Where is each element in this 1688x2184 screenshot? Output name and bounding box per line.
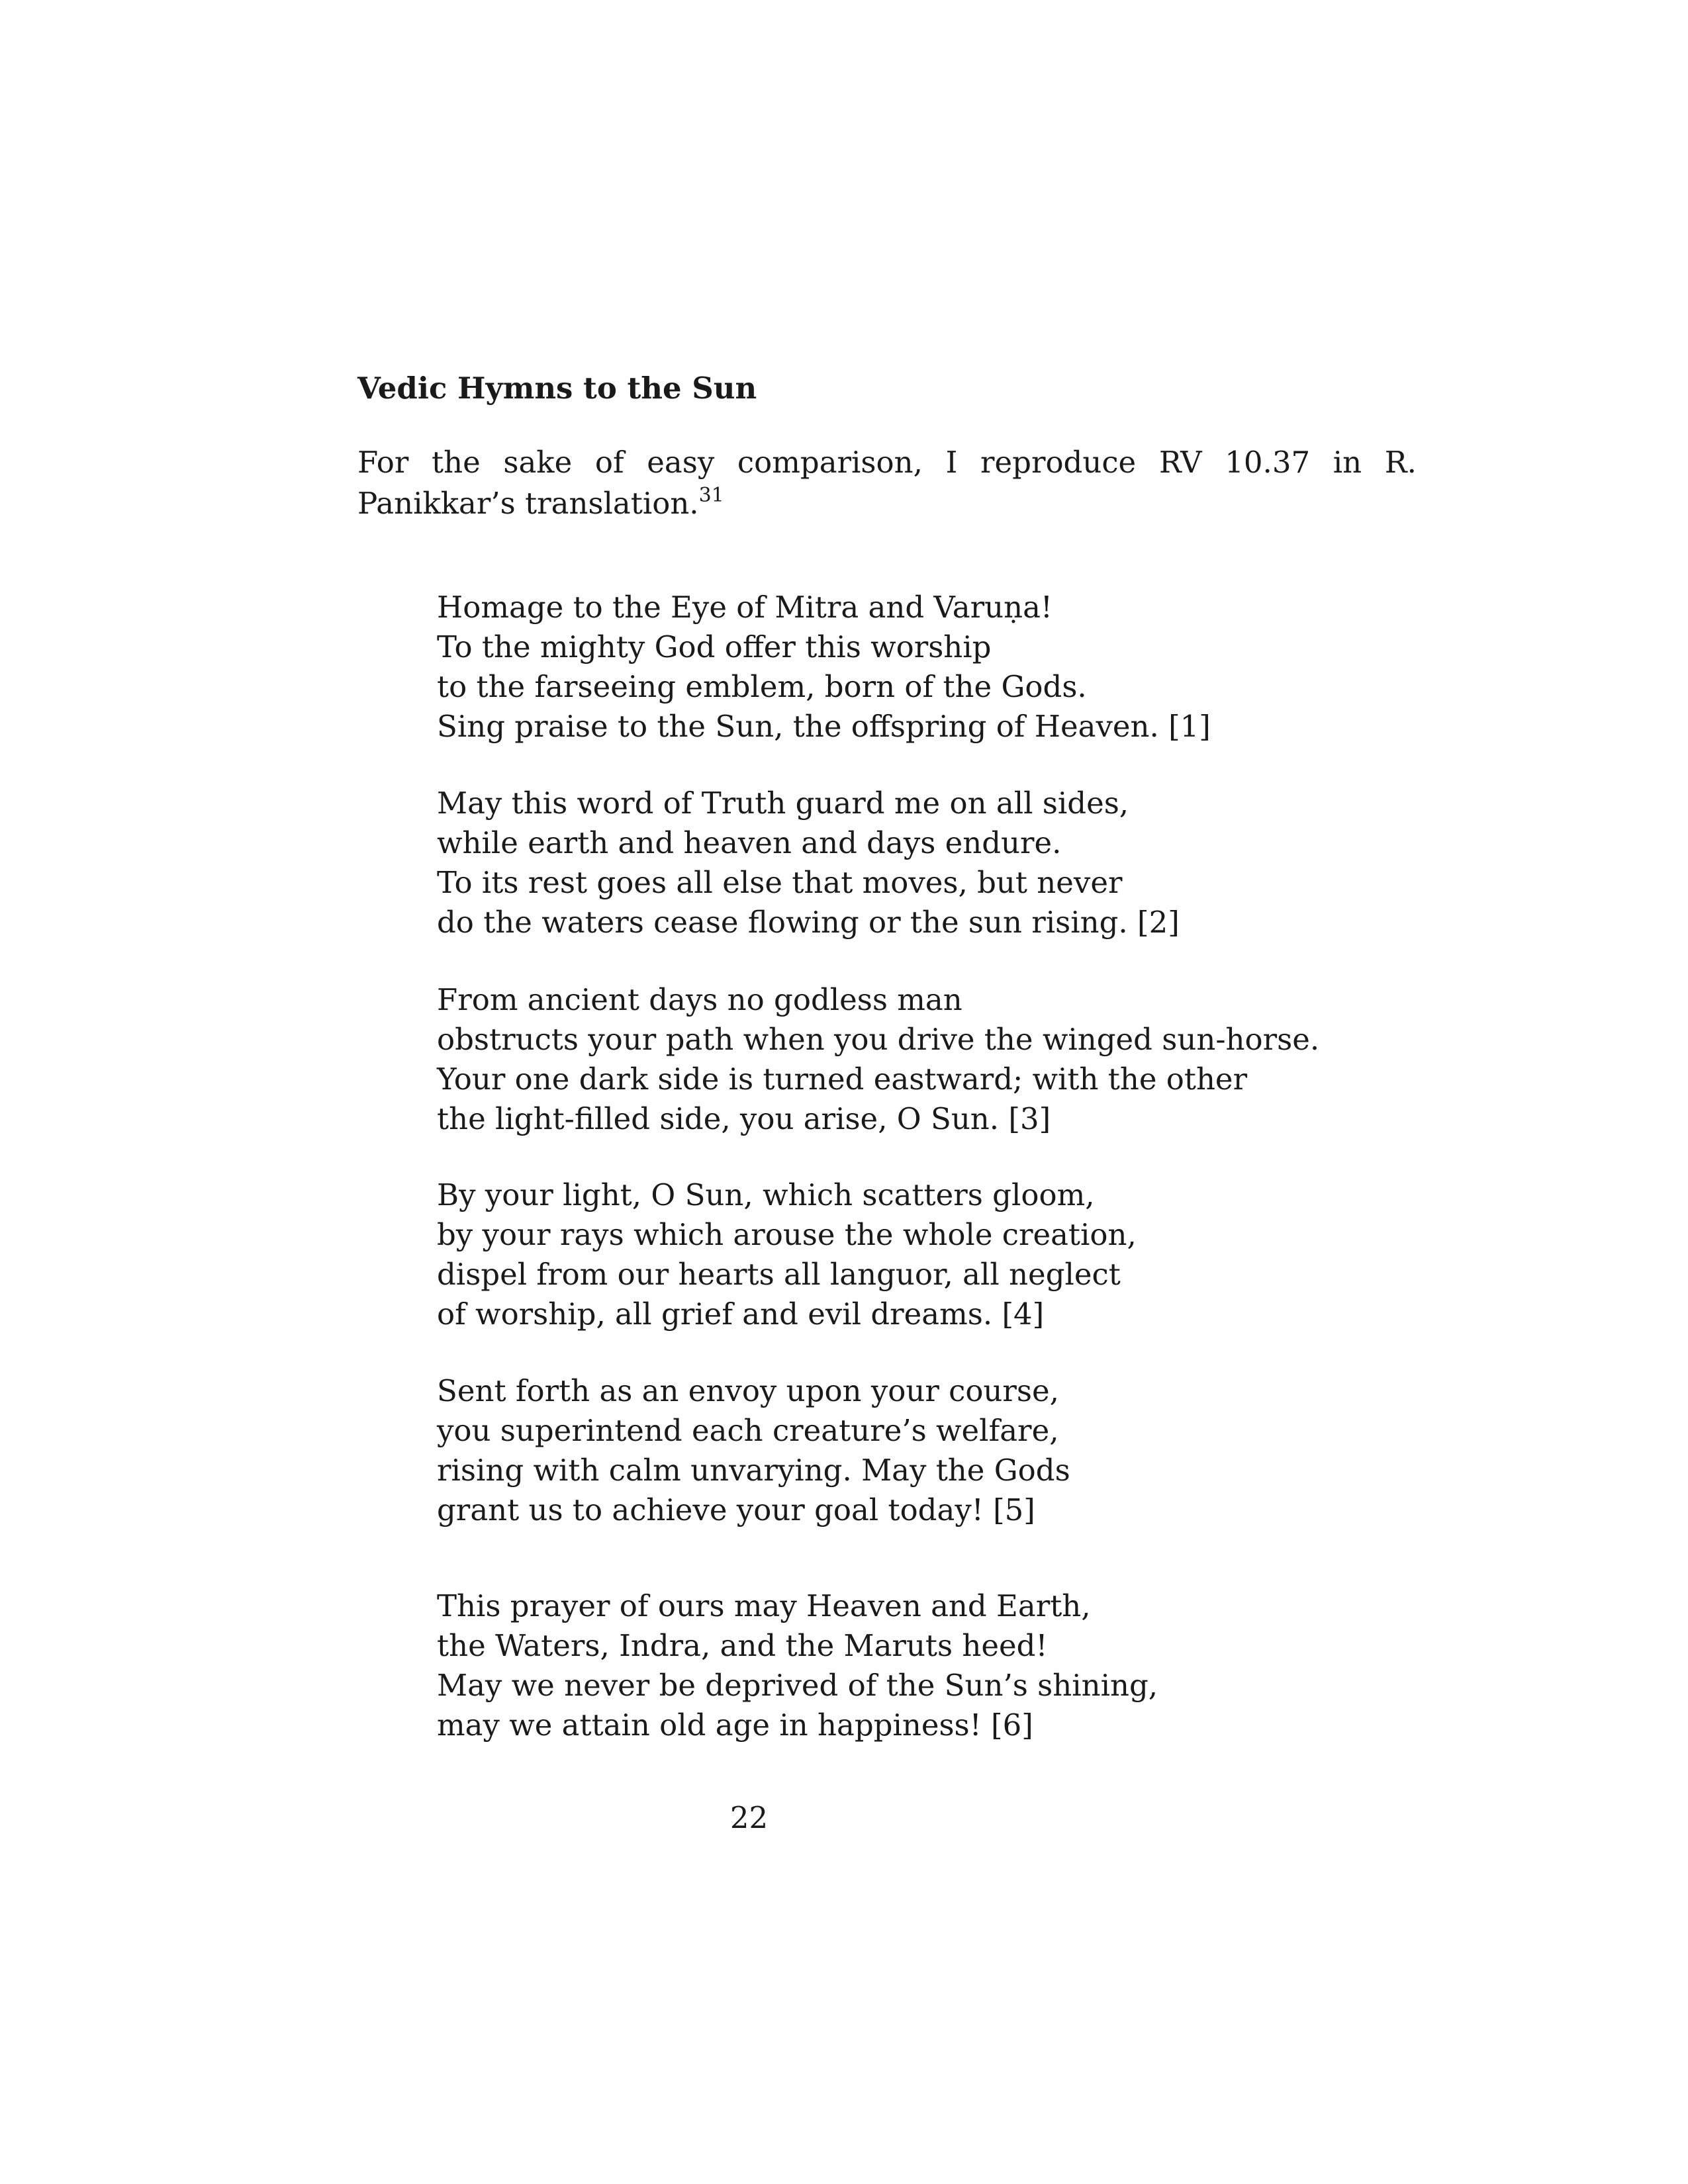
verse-line: you superintend each creature’s welfare,	[437, 1413, 1059, 1448]
hymn-stanza-6	[437, 1586, 1158, 1745]
verse-line: obstructs your path when you drive the winged sun-horse.	[437, 1022, 1320, 1057]
hymn-stanza-4	[437, 1175, 1137, 1334]
hymn-stanza-5	[437, 1371, 1070, 1530]
verse-line: By your light, O Sun, which scatters gloom,	[437, 1177, 1095, 1212]
verse-line: rising with calm unvarying. May the Gods	[437, 1453, 1070, 1488]
verse-line: To its rest goes all else that moves, but never	[437, 865, 1123, 900]
hymn-stanza-3	[437, 980, 1319, 1139]
verse-line: of worship, all grief and evil dreams. [4]	[437, 1297, 1045, 1332]
verse-line: do the waters cease flowing or the sun rising. [2]	[437, 905, 1180, 940]
intro-paragraph	[357, 442, 1417, 524]
page-number: 22	[729, 1800, 769, 1835]
verse-line: May this word of Truth guard me on all sides,	[437, 786, 1129, 821]
verse-line: Your one dark side is turned eastward; with the other	[437, 1062, 1248, 1097]
hymn-stanza-1	[437, 588, 1211, 747]
verse-line: Homage to the Eye of Mitra and Varuṇa!	[437, 590, 1053, 625]
verse-line: May we never be deprived of the Sun’s shining,	[437, 1668, 1158, 1703]
verse-line: to the farseeing emblem, born of the Gods.	[437, 669, 1087, 704]
verse-line: This prayer of ours may Heaven and Earth,	[437, 1588, 1091, 1623]
verse-line: Sent forth as an envoy upon your course,	[437, 1373, 1059, 1408]
intro-text: For the sake of easy comparison, I reproduce RV 10.37 in R. Panikkar’s translation.	[357, 445, 1417, 521]
verse-line: To the mighty God offer this worship	[437, 629, 992, 664]
verse-line: the light-filled side, you arise, O Sun. [3]	[437, 1101, 1051, 1136]
footnote-reference: 31	[698, 484, 724, 507]
verse-line: grant us to achieve your goal today! [5]	[437, 1492, 1035, 1527]
verse-line: dispel from our hearts all languor, all neglect	[437, 1257, 1121, 1292]
verse-line: by your rays which arouse the whole creation,	[437, 1217, 1137, 1252]
verse-line: the Waters, Indra, and the Maruts heed!	[437, 1628, 1048, 1663]
verse-line: Sing praise to the Sun, the offspring of Heaven. [1]	[437, 709, 1211, 744]
verse-line: may we attain old age in happiness! [6]	[437, 1707, 1033, 1743]
verse-line: From ancient days no godless man	[437, 982, 962, 1017]
section-heading: Vedic Hymns to the Sun	[357, 371, 757, 406]
hymn-stanza-2	[437, 784, 1180, 942]
verse-line: while earth and heaven and days endure.	[437, 825, 1062, 860]
